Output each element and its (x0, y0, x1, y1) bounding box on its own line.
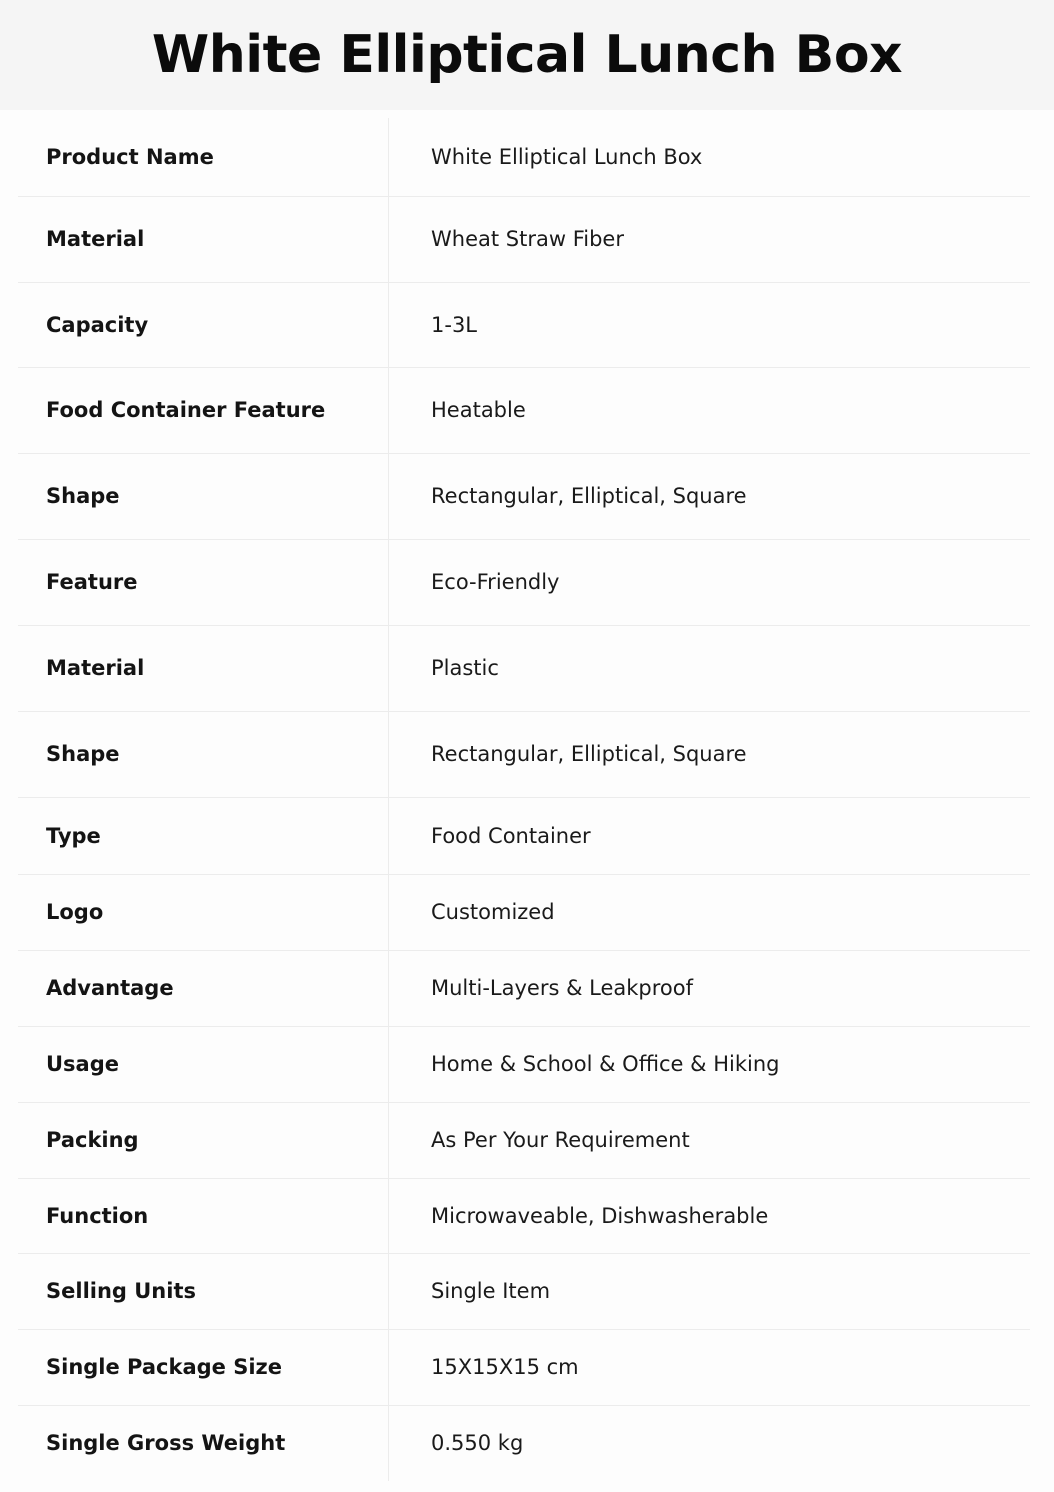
row-label: Material (18, 625, 389, 711)
row-value: Eco-Friendly (389, 539, 1031, 625)
page-header (0, 0, 1054, 110)
table-row (18, 282, 1030, 367)
row-value: Heatable (389, 367, 1031, 453)
row-label: Type (18, 797, 389, 874)
row-value: Microwaveable, Dishwasherable (389, 1178, 1031, 1253)
row-value: Multi-Layers & Leakproof (389, 950, 1031, 1026)
row-value: 0.550 kg (431, 1431, 524, 1456)
table-row (18, 950, 1030, 1026)
row-label: Advantage (18, 950, 389, 1026)
row-value: Customized (389, 874, 1031, 950)
row-value: Home & School & Office & Hiking (389, 1026, 1031, 1102)
row-value: Plastic (389, 625, 1031, 711)
table-row (18, 797, 1030, 874)
table-row (18, 1026, 1030, 1102)
row-label: Packing (18, 1102, 389, 1178)
row-value: Rectangular, Elliptical, Square (389, 453, 1031, 539)
row-value: White Elliptical Lunch Box (389, 118, 1031, 196)
row-value: Rectangular, Elliptical, Square (389, 711, 1031, 797)
row-value: Food Container (389, 797, 1031, 874)
row-label: Function (18, 1178, 389, 1253)
table-row (18, 874, 1030, 950)
table-row (18, 196, 1030, 282)
row-label: Product Name (18, 118, 389, 196)
row-label: Single Package Size (18, 1329, 389, 1405)
table-row (18, 118, 1030, 196)
row-label: Selling Units (18, 1253, 389, 1329)
table-row (18, 1405, 1030, 1481)
row-value: 1-3L (389, 282, 1031, 367)
row-label: Feature (18, 539, 389, 625)
row-label: Single Gross Weight (18, 1405, 389, 1481)
row-value: 15X15X15 cm (389, 1329, 1031, 1405)
row-label: Shape (18, 711, 389, 797)
table-row (18, 453, 1030, 539)
row-value: As Per Your Requirement (389, 1102, 1031, 1178)
table-row (18, 1102, 1030, 1178)
row-label: Shape (18, 453, 389, 539)
table-row (18, 1329, 1030, 1405)
row-label: Capacity (18, 282, 389, 367)
table-row (18, 1253, 1030, 1329)
table-row (18, 625, 1030, 711)
table-row (18, 1178, 1030, 1253)
page-title: White Elliptical Lunch Box (151, 25, 903, 85)
row-label: Logo (18, 874, 389, 950)
table-row (18, 711, 1030, 797)
row-label: Material (18, 196, 389, 282)
row-value: Wheat Straw Fiber (389, 196, 1031, 282)
row-value: Single Item (389, 1253, 1031, 1329)
table-row (18, 367, 1030, 453)
table-row (18, 539, 1030, 625)
spec-table (18, 118, 1030, 1481)
row-label: Food Container Feature (18, 367, 389, 453)
row-label: Usage (18, 1026, 389, 1102)
